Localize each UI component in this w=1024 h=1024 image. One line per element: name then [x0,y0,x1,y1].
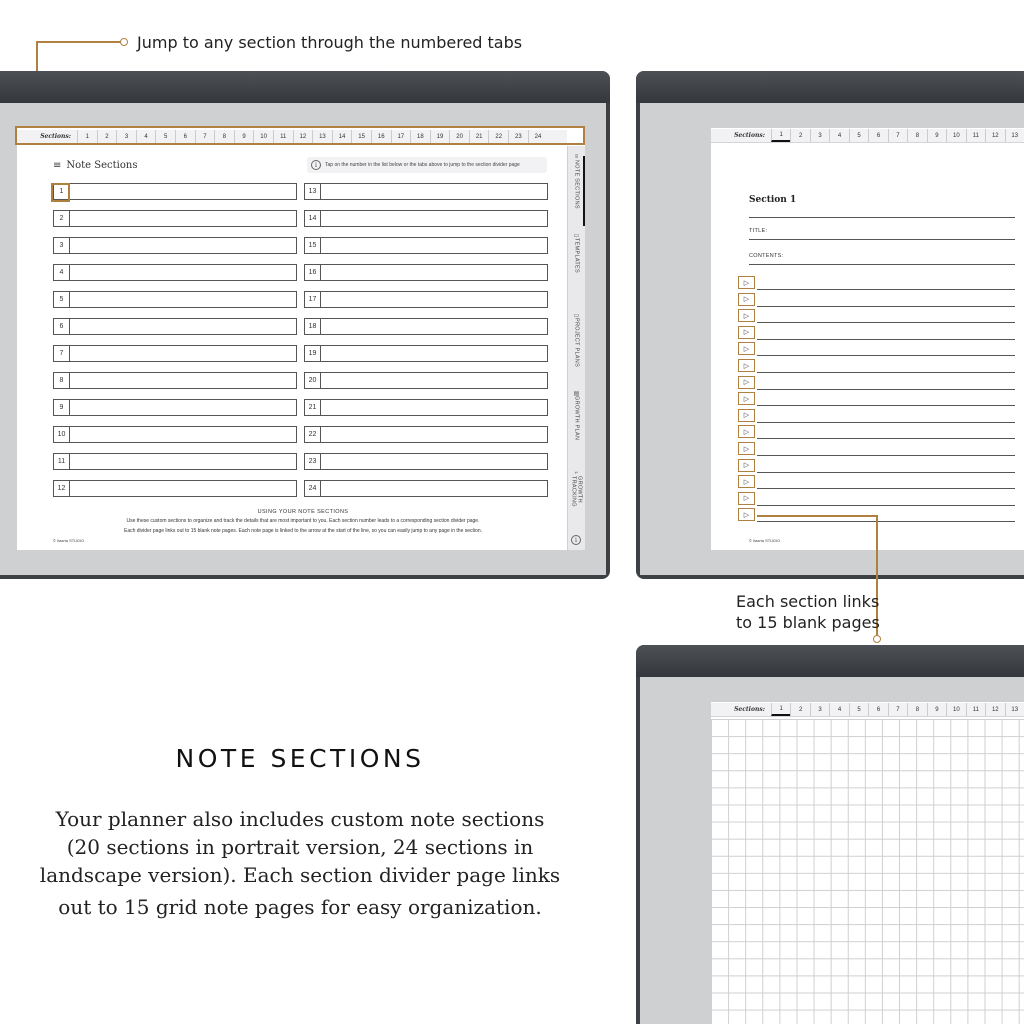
section-row-20[interactable] [304,372,548,389]
tab-section-5[interactable]: 5 [849,129,868,142]
section-row-1[interactable] [53,183,297,200]
tab-section-3[interactable]: 3 [810,703,829,716]
section-number[interactable]: 17 [305,292,321,307]
tab-section-8[interactable]: 8 [907,129,926,142]
page-link-arrow-9[interactable]: ▷ [738,409,755,422]
section-name-field[interactable] [321,481,547,496]
tab-section-13[interactable]: 13 [1005,703,1024,716]
tab-section-13[interactable]: 13 [1005,129,1024,142]
section-number[interactable]: 1 [54,184,70,199]
device-top-bar [0,71,610,103]
side-tab-icon: ⌐ [574,470,579,476]
section-row-21[interactable] [304,399,548,416]
side-info-icon[interactable]: i [571,535,581,545]
section-number[interactable]: 6 [54,319,70,334]
note-line [757,438,1015,439]
grid-tabs-bar [711,703,1024,717]
section-row-17[interactable] [304,291,548,308]
tab-section-11[interactable]: 11 [273,130,293,143]
right-page [711,128,1024,550]
info-icon: i [311,160,321,170]
section-name-field[interactable] [321,211,547,226]
section-name-field[interactable] [70,319,296,334]
page-link-arrow-15[interactable]: ▷ [738,508,755,521]
section-row-16[interactable] [304,264,548,281]
section-row-10[interactable] [53,426,297,443]
tab-section-18[interactable]: 18 [410,130,430,143]
section-number[interactable]: 12 [54,481,70,496]
tab-section-10[interactable]: 10 [946,703,965,716]
section-name-field[interactable] [70,481,296,496]
section-name-field[interactable] [321,400,547,415]
section-name-field[interactable] [321,238,547,253]
note-line [757,455,1015,456]
page-link-arrow-1[interactable]: ▷ [738,276,755,289]
tab-section-8[interactable]: 8 [214,130,234,143]
contents-field-rule [749,264,1015,265]
side-tab-icon: ▭ [573,233,580,239]
brand-footer: © Ilaaria STUDIO [53,538,85,543]
tab-section-6[interactable]: 6 [868,703,887,716]
tab-section-10[interactable]: 10 [946,129,965,142]
section-row-6[interactable] [53,318,297,335]
tab-section-2[interactable]: 2 [97,130,117,143]
hero-line-3: landscape version). Each section divider page links [39,863,561,887]
side-tab-project-plans[interactable]: PROJECT PLANS [573,318,580,368]
callout-right-line2: to 15 blank pages [736,613,880,632]
device-top-bar [636,71,1024,103]
side-tab-active-indicator [583,156,585,226]
section-number[interactable]: 15 [305,238,321,253]
section-number[interactable]: 5 [54,292,70,307]
page-link-arrow-2[interactable]: ▷ [738,293,755,306]
tab-section-15[interactable]: 15 [351,130,371,143]
section-number[interactable]: 14 [305,211,321,226]
note-line [757,322,1015,323]
side-tab-growth-tracking[interactable]: GROWTH TRACKING [570,476,583,507]
hero-line-1: Your planner also includes custom note sections [55,807,545,831]
section-number[interactable]: 21 [305,400,321,415]
tab-section-1[interactable]: 1 [77,130,97,143]
tab-section-1[interactable]: 1 [771,703,790,716]
tab-section-11[interactable]: 11 [966,129,985,142]
page-title-text: Note Sections [66,160,138,171]
tab-section-12[interactable]: 12 [985,129,1004,142]
note-line [757,521,1015,522]
tab-section-6[interactable]: 6 [868,129,887,142]
section-number[interactable]: 8 [54,373,70,388]
section-number[interactable]: 7 [54,346,70,361]
note-line [757,405,1015,406]
menu-icon[interactable]: ≡ [53,160,62,171]
tab-section-3[interactable]: 3 [116,130,136,143]
section-row-18[interactable] [304,318,548,335]
note-line [757,372,1015,373]
note-line [757,422,1015,423]
tab-section-11[interactable]: 11 [966,703,985,716]
note-line [757,339,1015,340]
section-number[interactable]: 19 [305,346,321,361]
section-row-8[interactable] [53,372,297,389]
tabs-label: Sections: [40,133,71,140]
tab-section-22[interactable]: 22 [488,130,508,143]
tabs-highlight [15,126,585,145]
hint-text: Tap on the number in the list below or the tabs above to jump to the section divider page [325,162,520,168]
title-label: TITLE: [749,228,768,234]
tab-section-9[interactable]: 9 [927,129,946,142]
page-link-arrow-13[interactable]: ▷ [738,475,755,488]
section-number[interactable]: 23 [305,454,321,469]
page-title [53,160,137,171]
section-name-field[interactable] [70,265,296,280]
tab-section-24[interactable]: 24 [528,130,548,143]
tab-section-4[interactable]: 4 [136,130,156,143]
note-line [757,306,1015,307]
section-number[interactable]: 10 [54,427,70,442]
section-row-13[interactable] [304,183,548,200]
section-name-field[interactable] [70,373,296,388]
tab-section-4[interactable]: 4 [829,129,848,142]
title-rule [749,217,1015,218]
section-number[interactable]: 20 [305,373,321,388]
section-name-field[interactable] [321,265,547,280]
note-line [757,389,1015,390]
note-line [757,472,1015,473]
tab-section-2[interactable]: 2 [790,703,809,716]
tab-section-6[interactable]: 6 [175,130,195,143]
section-number[interactable]: 18 [305,319,321,334]
callout-dot-right [873,635,881,643]
page-link-arrow-5[interactable]: ▷ [738,342,755,355]
section-name-field[interactable] [321,292,547,307]
note-line [757,355,1015,356]
note-line [757,289,1015,290]
title-field-rule [749,239,1015,240]
section-number[interactable]: 16 [305,265,321,280]
tab-section-2[interactable]: 2 [790,129,809,142]
device-top-bar [636,645,1024,677]
section-row-12[interactable] [53,480,297,497]
section-name-field[interactable] [321,427,547,442]
section-row-14[interactable] [304,210,548,227]
tab-section-5[interactable]: 5 [849,703,868,716]
section-1-highlight [51,183,70,202]
section-row-7[interactable] [53,345,297,362]
tab-section-5[interactable]: 5 [155,130,175,143]
usage-line-1: Use these custom sections to organize and track the details that are most important to you. Each section number leads to a corresponding section divider page. [126,518,480,524]
page-link-arrow-14[interactable]: ▷ [738,492,755,505]
tabs-label: Sections: [734,132,765,139]
section-row-11[interactable] [53,453,297,470]
section-number[interactable]: 22 [305,427,321,442]
section-number[interactable]: 13 [305,184,321,199]
section-name-field[interactable] [321,346,547,361]
side-tab-icon: ▭ [573,313,580,319]
tab-section-9[interactable]: 9 [927,703,946,716]
section-row-3[interactable] [53,237,297,254]
tab-section-7[interactable]: 7 [195,130,215,143]
tab-section-23[interactable]: 23 [508,130,528,143]
callout-line-top-h [36,41,122,43]
section-row-9[interactable] [53,399,297,416]
tab-section-13[interactable]: 13 [312,130,332,143]
section-number[interactable]: 9 [54,400,70,415]
tabs-label: Sections: [734,706,765,713]
tab-section-9[interactable]: 9 [234,130,254,143]
section-name-field[interactable] [321,373,547,388]
page-link-arrow-8[interactable]: ▷ [738,392,755,405]
section-name-field[interactable] [70,454,296,469]
section-row-24[interactable] [304,480,548,497]
section-name-field[interactable] [321,184,547,199]
tab-section-7[interactable]: 7 [888,703,907,716]
section-row-2[interactable] [53,210,297,227]
section-row-23[interactable] [304,453,548,470]
section-number[interactable]: 11 [54,454,70,469]
tab-section-10[interactable]: 10 [253,130,273,143]
side-tab-icon: ≡ [574,154,579,160]
page-link-arrow-10[interactable]: ▷ [738,425,755,438]
hero-title: NOTE SECTIONS [175,744,425,773]
tab-section-4[interactable]: 4 [829,703,848,716]
note-line [757,505,1015,506]
left-page [17,128,585,550]
note-grid[interactable] [711,719,1024,1024]
tab-section-1[interactable]: 1 [771,129,790,142]
tab-section-8[interactable]: 8 [907,703,926,716]
side-tab-templates[interactable]: TEMPLATES [573,238,580,273]
page-link-arrow-3[interactable]: ▷ [738,309,755,322]
section-name-field[interactable] [321,319,547,334]
page-link-arrow-6[interactable]: ▷ [738,359,755,372]
tab-section-21[interactable]: 21 [469,130,489,143]
page-link-arrow-4[interactable]: ▷ [738,326,755,339]
section-number[interactable]: 4 [54,265,70,280]
tab-section-20[interactable]: 20 [449,130,469,143]
section-row-22[interactable] [304,426,548,443]
usage-line-2: Each divider page links out to 15 blank note pages. Each note page is linked to the arrow at the start of the line, so you can easily jump to any page in the section. [123,528,482,534]
note-line [757,488,1015,489]
hero-body [20,805,580,921]
callout-line-right-h [757,515,877,517]
section-name-field[interactable] [70,184,296,199]
page-link-arrow-11[interactable]: ▷ [738,442,755,455]
section-row-5[interactable] [53,291,297,308]
tab-section-19[interactable]: 19 [430,130,450,143]
section-row-15[interactable] [304,237,548,254]
contents-label: CONTENTS: [749,253,784,259]
hero-line-4: out to 15 grid note pages for easy organization. [58,895,542,919]
brand-footer: © Ilaaria STUDIO [749,538,781,543]
right-tabs-bar [711,129,1024,143]
tab-section-12[interactable]: 12 [985,703,1004,716]
section-number[interactable]: 24 [305,481,321,496]
grid-page [711,702,1024,1024]
section-number[interactable]: 2 [54,211,70,226]
side-tab-growth-plan[interactable]: GROWTH PLAN [573,396,580,441]
page-link-arrow-7[interactable]: ▷ [738,376,755,389]
page-link-arrow-12[interactable]: ▷ [738,459,755,472]
section-name-field[interactable] [70,211,296,226]
section-name-field[interactable] [70,238,296,253]
section-name-field[interactable] [70,400,296,415]
section-name-field[interactable] [70,427,296,442]
callout-right-line1: Each section links [736,592,880,611]
section-row-4[interactable] [53,264,297,281]
section-title: Section 1 [749,195,797,205]
section-name-field[interactable] [70,346,296,361]
tab-section-3[interactable]: 3 [810,129,829,142]
tab-section-17[interactable]: 17 [391,130,411,143]
usage-heading: USING YOUR NOTE SECTIONS [257,509,349,515]
section-name-field[interactable] [321,454,547,469]
side-tab-icon: ▤ [573,391,580,397]
tab-section-14[interactable]: 14 [332,130,352,143]
hero-line-2: (20 sections in portrait version, 24 sections in [66,835,534,859]
section-name-field[interactable] [70,292,296,307]
callout-top-text: Jump to any section through the numbered tabs [137,33,523,52]
hint-box [307,157,547,173]
tab-section-12[interactable]: 12 [293,130,313,143]
side-tab-note-sections[interactable]: NOTE SECTIONS [573,160,580,209]
section-row-19[interactable] [304,345,548,362]
tab-section-16[interactable]: 16 [371,130,391,143]
callout-dot-top [120,38,128,46]
section-number[interactable]: 3 [54,238,70,253]
tab-section-7[interactable]: 7 [888,129,907,142]
